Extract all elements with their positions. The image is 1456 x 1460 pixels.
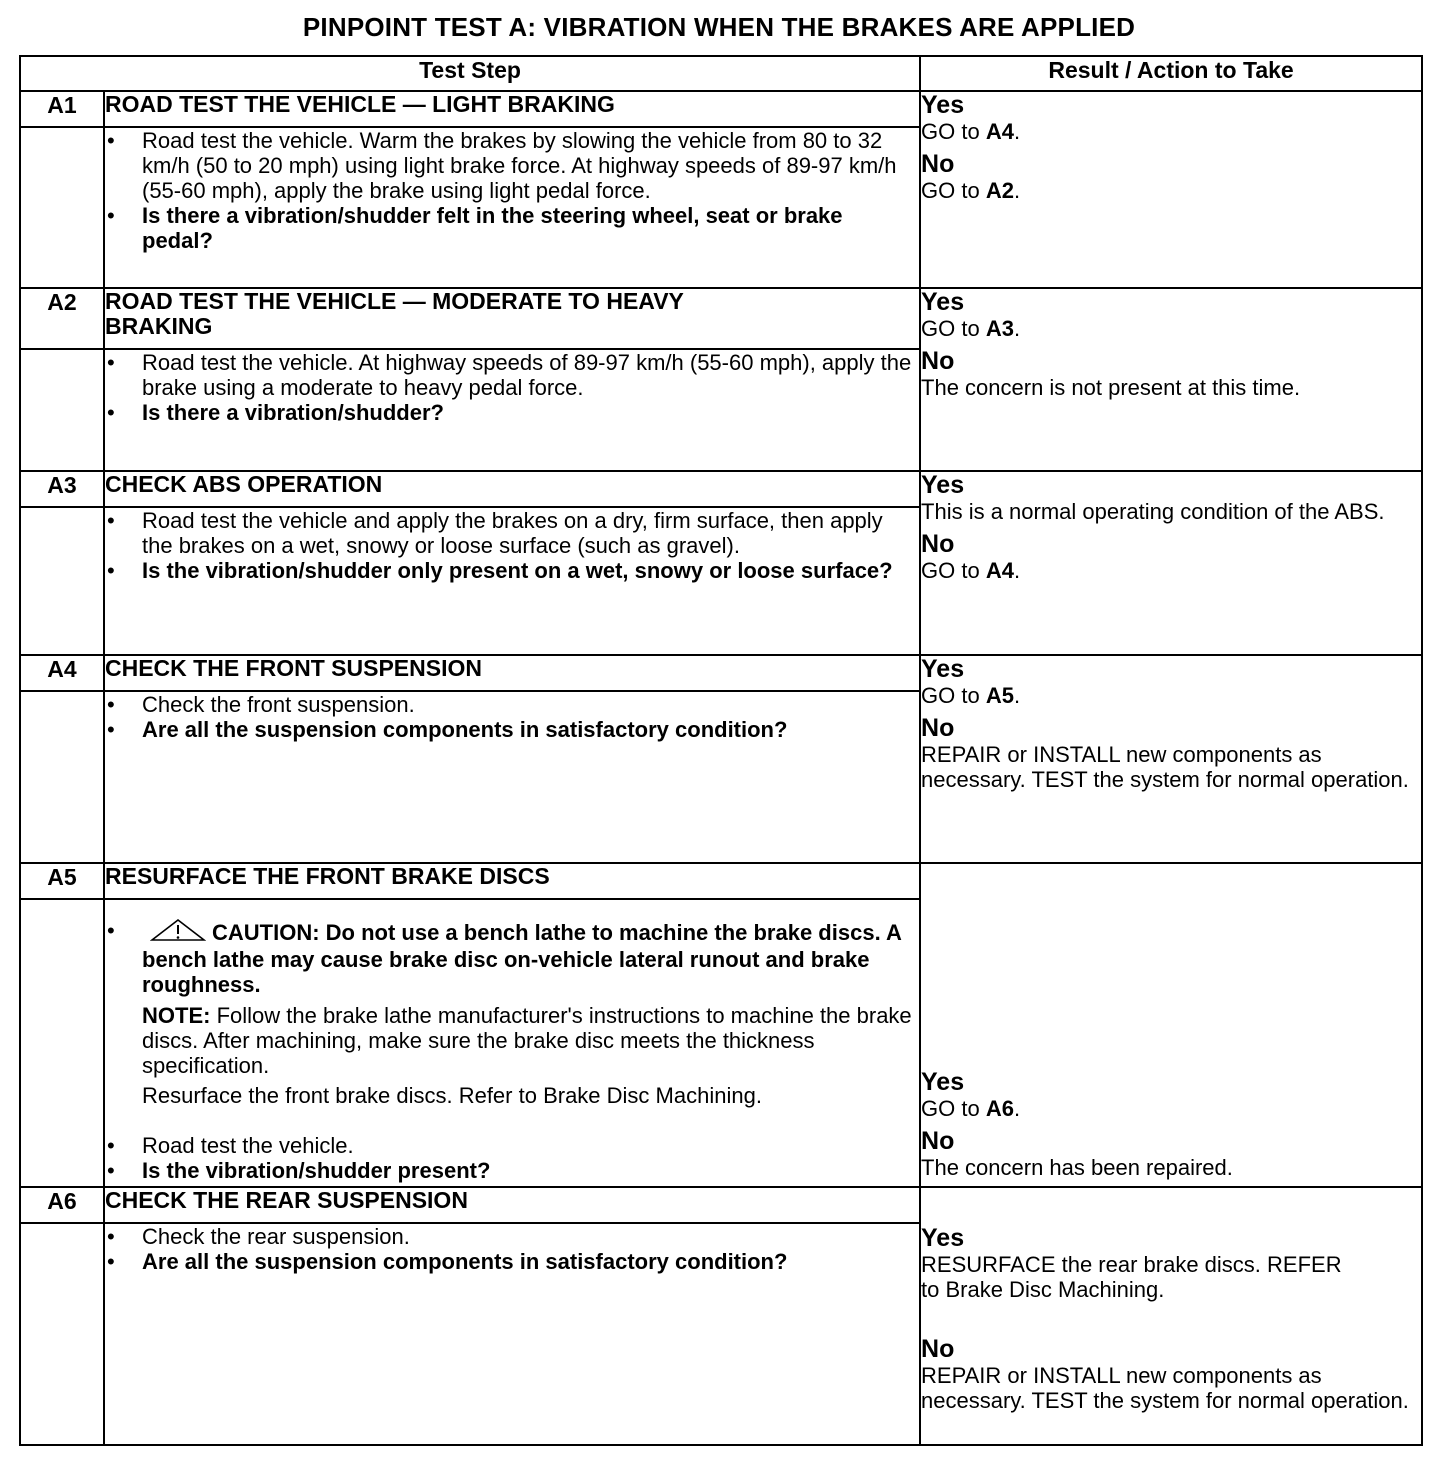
step-a3-body: [104, 507, 920, 655]
step-title: ROAD TEST THE VEHICLE — LIGHT BRAKING: [104, 91, 920, 127]
no-action: REPAIR or INSTALL new components as necessary. TEST the system for normal operation.: [921, 742, 1409, 792]
resurface-text: Resurface the front brake discs. Refer to Brake Disc Machining.: [142, 1083, 762, 1108]
step-a5-title-row: [20, 863, 1422, 899]
yes-action: This is a normal operating condition of the ABS.: [921, 499, 1385, 524]
step-a1-result: [920, 91, 1422, 288]
step-a4-body: [104, 691, 920, 863]
yes-label: Yes: [921, 655, 965, 683]
yes-action: [921, 316, 1421, 341]
yes-label: Yes: [921, 471, 965, 499]
yes-target-link[interactable]: A6: [985, 1096, 1014, 1121]
question-text: Are all the suspension components in satisfactory condition?: [142, 1249, 788, 1274]
yes-action-punct: .: [1013, 1096, 1021, 1121]
resurface-item: [105, 1083, 919, 1108]
question-text: Is there a vibration/shudder felt in the steering wheel, seat or brake pedal?: [142, 203, 843, 253]
result-header: Result / Action to Take: [920, 56, 1422, 91]
no-action-text: GO to: [921, 558, 986, 583]
question-item: • Is the vibration/shudder only present on a wet, snowy or loose surface?: [107, 558, 893, 583]
step-id: A4: [20, 655, 104, 691]
question-item: • Is there a vibration/shudder felt in the steering wheel, seat or brake pedal?: [107, 203, 843, 253]
yes-label: Yes: [921, 91, 965, 119]
note-label: NOTE:: [142, 1003, 211, 1028]
pinpoint-test-table: [19, 55, 1423, 1446]
question-item: • Are all the suspension components in satisfactory condition?: [107, 1249, 788, 1274]
note-text: Follow the brake lathe manufacturer's instructions to machine the brake discs. After machining, make sure the brake disc meets the thickness specification.: [142, 1003, 912, 1078]
step-a5-body: [104, 899, 920, 1187]
no-action-punct: .: [1013, 558, 1021, 583]
step-title: CHECK THE REAR SUSPENSION: [104, 1187, 920, 1223]
yes-action-punct: .: [1013, 119, 1021, 144]
no-action-punct: .: [1013, 178, 1021, 203]
yes-action-punct: .: [1013, 316, 1021, 341]
instruction-text: Road test the vehicle and apply the brakes on a dry, firm surface, then apply the brakes on a wet, snowy or loose surface (such as gravel).: [142, 508, 883, 558]
instruction-text: Road test the vehicle. Warm the brakes by slowing the vehicle from 80 to 32 km/h (50 to 20 mph) using light brake force. At highway speeds of 89-97 km/h (55-60 mph), apply the brake using light pedal force.: [142, 128, 897, 203]
note-item: [105, 1003, 919, 1078]
no-action: The concern has been repaired.: [921, 1155, 1233, 1180]
no-target-link[interactable]: A2: [985, 178, 1014, 203]
page-title: PINPOINT TEST A: VIBRATION WHEN THE BRAKES ARE APPLIED: [302, 12, 1136, 42]
yes-action-text: GO to: [921, 316, 986, 341]
question-text: Are all the suspension components in satisfactory condition?: [142, 717, 788, 742]
step-title: ROAD TEST THE VEHICLE — MODERATE TO HEAVY BRAKING: [104, 288, 920, 349]
yes-label: Yes: [921, 1224, 965, 1252]
no-action: [921, 558, 1421, 583]
no-label: No: [921, 1127, 955, 1155]
step-id: A6: [20, 1187, 104, 1223]
no-label: No: [921, 347, 955, 375]
yes-action-text: GO to: [921, 119, 986, 144]
instruction-item: • Road test the vehicle. At highway speeds of 89-97 km/h (55-60 mph), apply the brake using a moderate to heavy pedal force.: [107, 350, 912, 400]
instruction-text: Check the front suspension.: [142, 692, 415, 717]
yes-action: [921, 119, 1421, 144]
yes-action-text: GO to: [921, 683, 986, 708]
yes-action-text: GO to: [921, 1096, 986, 1121]
yes-target-link[interactable]: A4: [985, 119, 1014, 144]
no-label: No: [921, 714, 955, 742]
id-spacer: [20, 507, 104, 655]
yes-action: RESURFACE the rear brake discs. REFER to Brake Disc Machining.: [921, 1252, 1342, 1302]
step-id: A1: [20, 91, 104, 127]
question-text: Is the vibration/shudder present?: [142, 1158, 491, 1183]
yes-target-link[interactable]: A3: [985, 316, 1014, 341]
step-a2-body: [104, 349, 920, 471]
test-step-header: Test Step: [20, 56, 920, 91]
step-a2-result: [920, 288, 1422, 471]
no-target-link[interactable]: A4: [985, 558, 1014, 583]
yes-target-link[interactable]: A5: [985, 683, 1014, 708]
instruction-text: Road test the vehicle.: [142, 1133, 354, 1158]
step-a3-result: [920, 471, 1422, 655]
no-label: No: [921, 150, 955, 178]
no-label: No: [921, 1335, 955, 1363]
instruction-text: Road test the vehicle. At highway speeds of 89-97 km/h (55-60 mph), apply the brake using a moderate to heavy pedal force.: [142, 350, 912, 400]
step-title: CHECK THE FRONT SUSPENSION: [104, 655, 920, 691]
step-a2-title-row: [20, 288, 1422, 349]
step-a6-title-row: [20, 1187, 1422, 1223]
step-a5-result: [920, 863, 1422, 1187]
question-text: Is the vibration/shudder only present on a wet, snowy or loose surface?: [142, 558, 893, 583]
header-row: [20, 56, 1422, 91]
no-label: No: [921, 530, 955, 558]
step-a1-body: [104, 127, 920, 288]
no-action: The concern is not present at this time.: [921, 375, 1301, 400]
question-item: • Are all the suspension components in satisfactory condition?: [107, 717, 788, 742]
yes-action: [921, 683, 1421, 708]
instruction-item: • Road test the vehicle.: [107, 1133, 354, 1158]
question-text: Is there a vibration/shudder?: [142, 400, 444, 425]
id-spacer: [20, 349, 104, 471]
no-action-text: GO to: [921, 178, 986, 203]
step-a4-title-row: [20, 655, 1422, 691]
instruction-item: • Check the rear suspension.: [107, 1224, 410, 1249]
step-a6-body: [104, 1223, 920, 1445]
instruction-text: Check the rear suspension.: [142, 1224, 410, 1249]
yes-label: Yes: [921, 288, 965, 316]
warning-triangle-icon: [150, 918, 206, 947]
step-a4-result: [920, 655, 1422, 863]
id-spacer: [20, 899, 104, 1187]
question-item: • Is the vibration/shudder present?: [107, 1158, 491, 1183]
id-spacer: [20, 1223, 104, 1445]
step-title: RESURFACE THE FRONT BRAKE DISCS: [104, 863, 920, 899]
caution-text: CAUTION: Do not use a bench lathe to machine the brake discs. A bench lathe may cause brake disc on-vehicle lateral runout and brake roughness.: [142, 920, 902, 997]
yes-label: Yes: [921, 1068, 965, 1096]
yes-action-punct: .: [1013, 683, 1021, 708]
step-id: A5: [20, 863, 104, 899]
step-id: A3: [20, 471, 104, 507]
instruction-item: • Road test the vehicle and apply the brakes on a dry, firm surface, then apply the brakes on a wet, snowy or loose surface (such as gravel).: [107, 508, 883, 558]
step-a3-title-row: [20, 471, 1422, 507]
question-item: • Is there a vibration/shudder?: [107, 400, 444, 425]
caution-item: • CAUTION: Do not use a bench lathe to machine the brake discs. A bench lathe may cause brake disc on-vehicle lateral runout and brake roughness.: [107, 918, 902, 997]
step-a1-title-row: [20, 91, 1422, 127]
yes-action: [921, 1096, 1421, 1121]
instruction-item: • Check the front suspension.: [107, 692, 415, 717]
step-a6-result: [920, 1187, 1422, 1445]
instruction-item: • Road test the vehicle. Warm the brakes by slowing the vehicle from 80 to 32 km/h (50 to 20 mph) using light brake force. At highway speeds of 89-97 km/h (55-60 mph), apply the brake using light pedal force.: [107, 128, 897, 203]
step-title: CHECK ABS OPERATION: [104, 471, 920, 507]
no-action: REPAIR or INSTALL new components as necessary. TEST the system for normal operation.: [921, 1363, 1409, 1413]
id-spacer: [20, 127, 104, 288]
step-id: A2: [20, 288, 104, 349]
no-action: [921, 178, 1421, 203]
id-spacer: [20, 691, 104, 863]
